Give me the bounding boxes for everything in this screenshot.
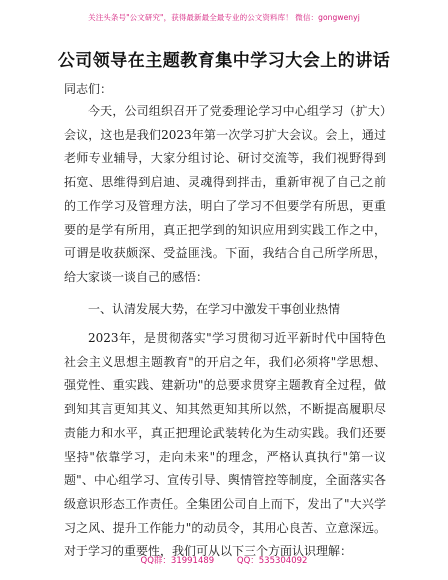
footer-qq-group: QQ群：31991489 — [140, 556, 215, 566]
promo-banner: 关注头条号"公文研究"，获得最新最全最专业的公文资料库！ 微信：gongwenyj — [88, 13, 360, 22]
document-title: 公司领导在主题教育集中学习大会上的讲话 — [57, 51, 391, 71]
paragraph-intro: 今天，公司组织召开了党委理论学习中心组学习（扩大）会议，这也是我们2023年第一次学习扩大会议。会上，通过老师专业辅导，大家分组讨论、研讨交流等，我们视野得到拓宽、思维得到启迪、灵魂得到拌击，重新审视了自己之前的工作学习及管理方法，明白了学习不但要学有所思，更重要的是学有所用，真正把学到的知识应用到实践工作之中，可谓是收获颇深、受益匪浅。下面，我结合自己所学所思，给大家谈一谈自己的感悟： — [64, 104, 386, 284]
salutation: 同志们： — [64, 82, 113, 96]
footer-qq: QQ：535304092 — [236, 556, 308, 566]
section-heading: 一、认清发展大势，在学习中激发干事创业热情 — [88, 302, 341, 316]
paragraph-section-1: 2023年，是贯彻落实"学习贯彻习近平新时代中国特色社会主义思想主题教育"的开启之年，我们必须将"学思想、强党性、重实践、建新功"的总要求贯穿主题教育全过程，做到知其言更知其义、知其然更知其所以然，不断提高履职尽责能力和水平，真正把理论武装转化为生动实践。我们还要坚持"依靠学习，走向未来"的理念，严格认真执行"第一议题"、中心组学习、宣传引导、舆情管控等制度，全面落实各级意识形态工作责任。全集团公司自上而下，发出了"大兴学习之风、提升工作能力"的动员令，其用心良苦、立意深远。对于学习的重要性，我们可从以下三个方面认识理解： — [64, 331, 386, 559]
footer-contact — [0, 554, 448, 566]
